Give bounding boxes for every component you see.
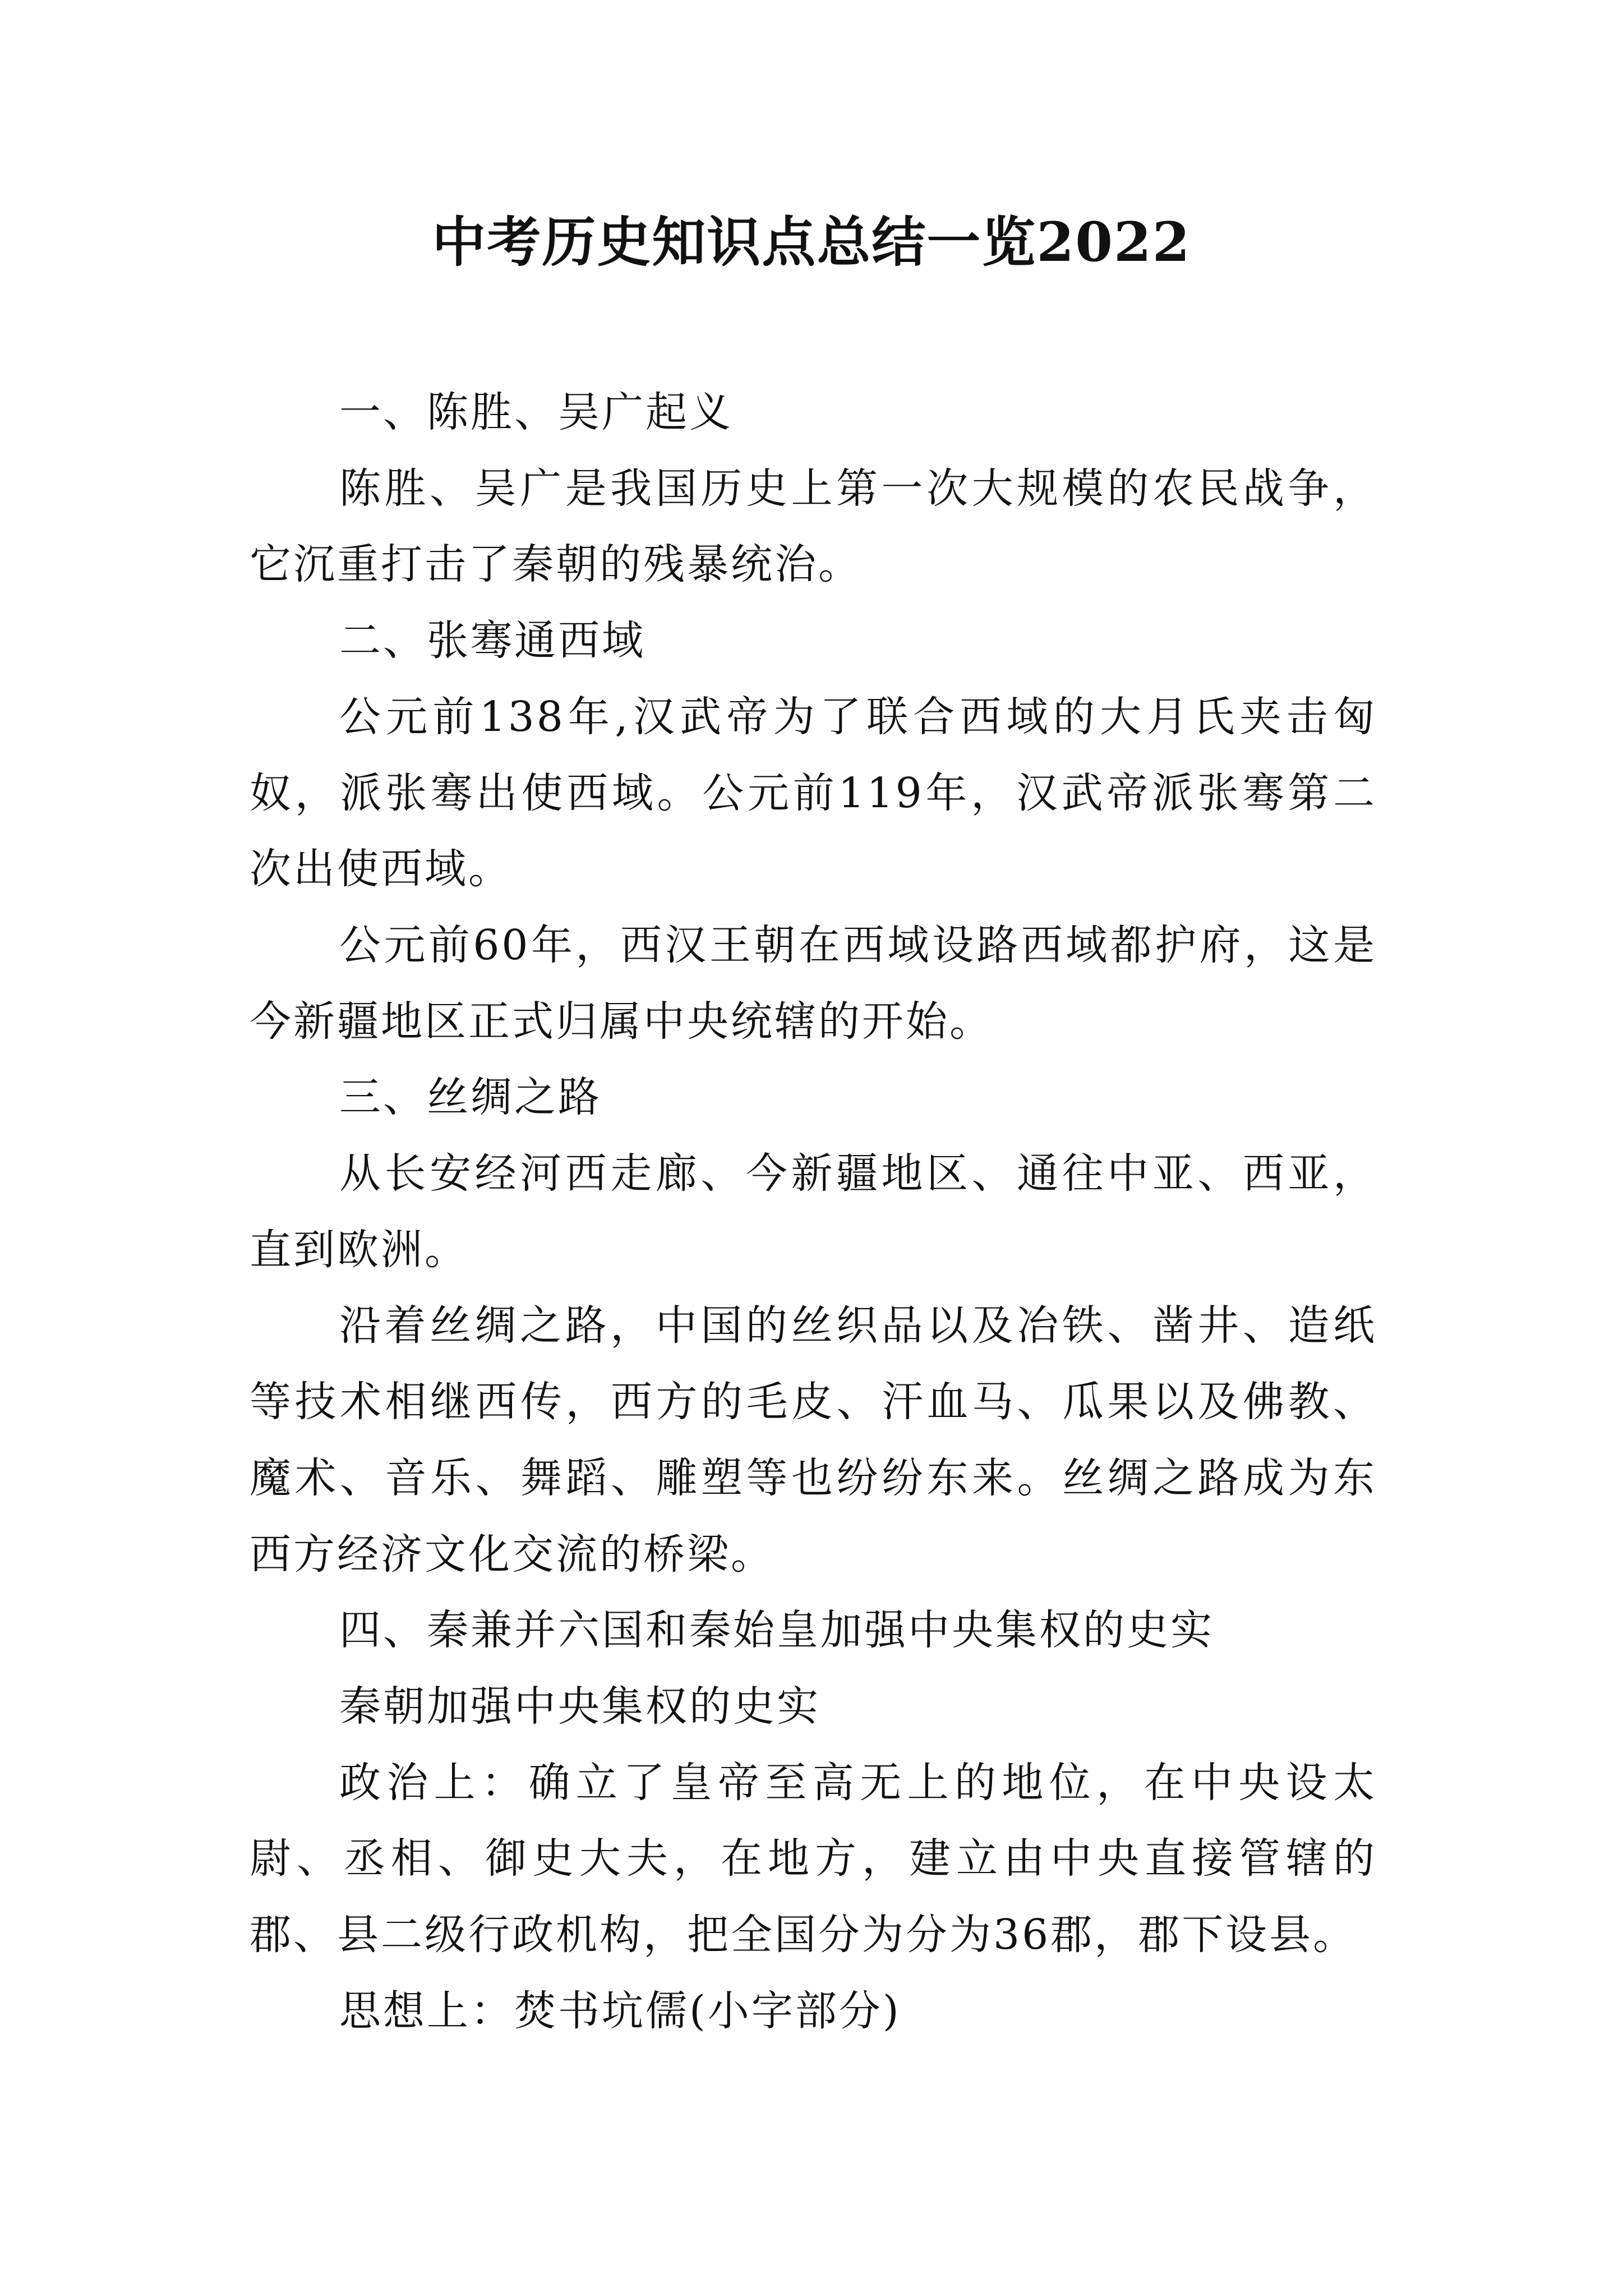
heading-chen-sheng-wu-guang: 一、陈胜、吴广起义	[339, 388, 733, 436]
paragraph: 从长安经河西走廊、今新疆地区、通往中亚、西亚，直到欧洲。	[250, 1149, 1377, 1274]
paragraph: 公元前138年,汉武帝为了联合西域的大月氏夹击匈奴，派张骞出使西域。公元前119年，汉武帝派张骞第二次出使西域。	[250, 692, 1377, 894]
heading-qin-unification: 四、秦兼并六国和秦始皇加强中央集权的史实	[339, 1606, 1214, 1655]
paragraph: 思想上：焚书坑儒(小字部分)	[339, 1986, 901, 2035]
paragraph: 陈胜、吴广是我国历史上第一次大规模的农民战争，它沉重打击了秦朝的残暴统治。	[250, 464, 1377, 589]
document-body	[250, 375, 1377, 2049]
paragraph: 政治上：确立了皇帝至高无上的地位，在中央设太尉、丞相、御史大夫，在地方，建立由中央直接管辖的郡、县二级行政机构，把全国分为分为36郡，郡下设县。	[250, 1758, 1377, 1959]
heading-zhang-qian: 二、张骞通西域	[339, 616, 645, 665]
paragraph: 公元前60年，西汉王朝在西域设路西域都护府，这是今新疆地区正式归属中央统辖的开始。	[250, 921, 1377, 1046]
subheading: 秦朝加强中央集权的史实	[339, 1682, 820, 1731]
heading-silk-road: 三、丝绸之路	[339, 1073, 602, 1122]
document-title: 中考历史知识点总结一览2022	[432, 210, 1191, 274]
paragraph: 沿着丝绸之路，中国的丝织品以及冶铁、凿井、造纸等技术相继西传，西方的毛皮、汗血马、瓜果以及佛教、魔术、音乐、舞蹈、雕塑等也纷纷东来。丝绸之路成为东西方经济文化交流的桥梁。	[250, 1301, 1377, 1579]
